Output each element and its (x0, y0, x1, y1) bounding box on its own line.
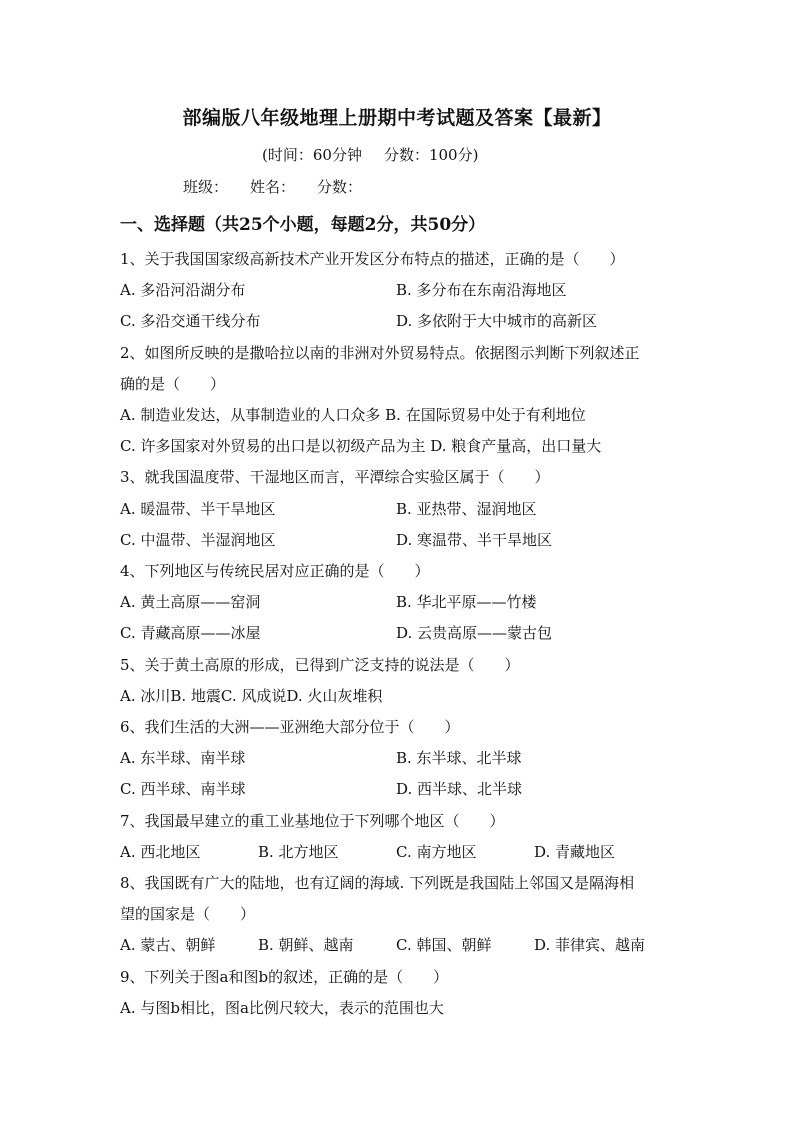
q3-option-b: B. 亚热带、湿润地区 (396, 500, 537, 518)
q1-option-b: B. 多分布在东南沿海地区 (396, 281, 567, 299)
q4-option-a: A. 黄土高原——窑洞 (120, 593, 261, 611)
q7-option-c: C. 南方地区 (396, 843, 477, 861)
q2-options-cd: C. 许多国家对外贸易的出口是以初级产品为主 D. 粮食产量高，出口量大 (120, 437, 602, 455)
question-9: 9、下列关于图a和图b的叙述，正确的是（ ） (120, 968, 449, 986)
question-8-continued: 望的国家是（ ） (120, 905, 256, 923)
q7-option-a: A. 西北地区 (120, 843, 201, 861)
question-6: 6、我们生活的大洲——亚洲绝大部分位于（ ） (120, 718, 460, 736)
q8-option-d: D. 菲律宾、越南 (534, 936, 646, 954)
q6-option-d: D. 西半球、北半球 (396, 780, 523, 798)
score-info: 分数：100分) (383, 146, 479, 164)
q3-option-d: D. 寒温带、半干旱地区 (396, 531, 553, 549)
question-3: 3、就我国温度带、干湿地区而言，平潭综合实验区属于（ ） (120, 468, 550, 486)
time-info: (时间：60分钟 (262, 146, 362, 164)
q3-option-c: C. 中温带、半湿润地区 (120, 531, 276, 549)
student-info-line (183, 176, 384, 197)
q1-option-a: A. 多沿河沿湖分布 (120, 281, 246, 299)
section-heading: 一、选择题（共25个小题，每题2分，共50分） (120, 215, 486, 235)
q6-option-b: B. 东半球、北半球 (396, 749, 522, 767)
q6-option-a: A. 东半球、南半球 (120, 749, 246, 767)
q7-option-d: D. 青藏地区 (534, 843, 616, 861)
q3-option-a: A. 暖温带、半干旱地区 (120, 500, 276, 518)
page-title: 部编版八年级地理上册期中考试题及答案【最新】 (182, 107, 612, 129)
q4-option-d: D. 云贵高原——蒙古包 (396, 624, 553, 642)
question-4: 4、下列地区与传统民居对应正确的是（ ） (120, 562, 430, 580)
q1-option-d: D. 多依附于大中城市的高新区 (396, 312, 598, 330)
question-2: 2、如图所反映的是撒哈拉以南的非洲对外贸易特点。依据图示判断下列叙述正 (120, 344, 640, 362)
q8-option-c: C. 韩国、朝鲜 (396, 936, 492, 954)
question-8: 8、我国既有广大的陆地，也有辽阔的海域. 下列既是我国陆上邻国又是隔海相 (120, 874, 635, 892)
question-5: 5、关于黄土高原的形成，已得到广泛支持的说法是（ ） (120, 656, 520, 674)
question-2-continued: 确的是（ ） (120, 375, 226, 393)
q6-option-c: C. 西半球、南半球 (120, 780, 246, 798)
q4-option-b: B. 华北平原——竹楼 (396, 593, 537, 611)
points-label: 分数： (317, 178, 363, 196)
class-label: 班级： (183, 178, 229, 196)
q1-option-c: C. 多沿交通干线分布 (120, 312, 261, 330)
question-1: 1、关于我国国家级高新技术产业开发区分布特点的描述，正确的是（ ） (120, 250, 625, 268)
q9-option-a: A. 与图b相比，图a比例尺较大，表示的范围也大 (120, 999, 444, 1017)
q5-options: A. 冰川B. 地震C. 风成说D. 火山灰堆积 (120, 687, 383, 705)
q8-option-a: A. 蒙古、朝鲜 (120, 936, 216, 954)
name-label: 姓名： (250, 178, 296, 196)
q8-option-b: B. 朝鲜、越南 (258, 936, 354, 954)
exam-info (262, 144, 500, 165)
q7-option-b: B. 北方地区 (258, 843, 339, 861)
question-7: 7、我国最早建立的重工业基地位于下列哪个地区（ ） (120, 812, 505, 830)
q2-options-ab: A. 制造业发达，从事制造业的人口众多 B. 在国际贸易中处于有利地位 (120, 406, 586, 424)
q4-option-c: C. 青藏高原——冰屋 (120, 624, 261, 642)
